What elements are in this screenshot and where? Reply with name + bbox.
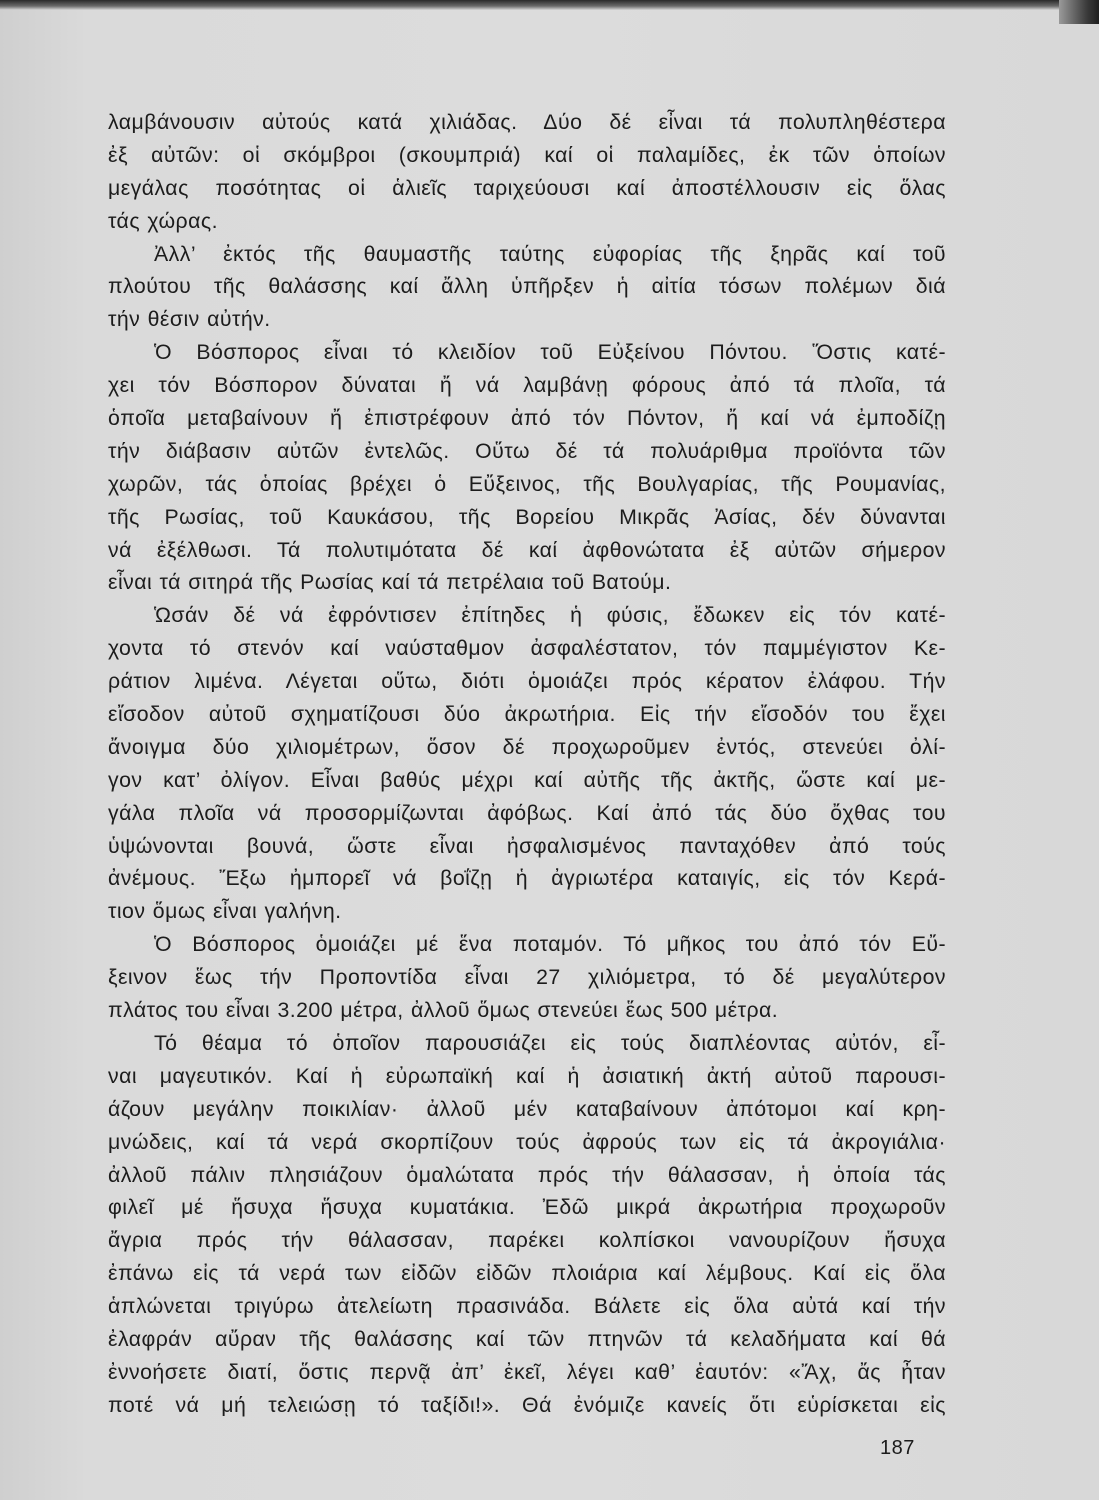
text-line: χει τόν Βόσπορον δύναται ἤ νά λαμβάνῃ φόρους ἀπό τά πλοῖα, τά: [108, 373, 946, 398]
scan-top-edge: [0, 0, 1099, 10]
text-line: ἄνοιγμα δύο χιλιομέτρων, ὅσον δέ προχωροῦμεν ἐντός, στενεύει ὀλί-: [108, 734, 946, 759]
text-line: χωρῶν, τάς ὁποίας βρέχει ὁ Εὔξεινος, τῆς Βουλγαρίας, τῆς Ρουμανίας,: [108, 471, 946, 496]
text-line: νά ἐξέλθωσι. Τά πολυτιμότατα δέ καί ἀφθονώτατα ἐξ αὐτῶν σήμερον: [108, 537, 946, 562]
text-line: ἄγρια πρός τήν θάλασσαν, παρέκει κολπίσκοι νανουρίζουν ἥσυχα: [108, 1228, 946, 1253]
text-line: χοντα τό στενόν καί ναύσταθμον ἀσφαλέστατον, τόν παμμέγιστον Κε-: [108, 636, 946, 661]
text-line: ἀλλοῦ πάλιν πλησιάζουν ὁμαλώτατα πρός τήν θάλασσαν, ἡ ὁποία τάς: [108, 1162, 946, 1187]
text-line: ξεινον ἕως τήν Προποντίδα εἶναι 27 χιλιόμετρα, τό δέ μεγαλύτερον: [108, 965, 946, 990]
text-line: τήν διάβασιν αὐτῶν ἐντελῶς. Οὕτω δέ τά πολυάριθμα προϊόντα τῶν: [108, 438, 946, 463]
text-line: γον κατ’ ὀλίγον. Εἶναι βαθύς μέχρι καί αὐτῆς τῆς ἀκτῆς, ὥστε καί με-: [108, 767, 946, 792]
scan-corner-shadow: [1059, 0, 1099, 24]
text-line: εἴσοδον αὐτοῦ σχηματίζουσι δύο ἀκρωτήρια. Εἰς τήν εἴσοδόν του ἔχει: [108, 702, 946, 727]
text-line: τάς χώρας.: [108, 208, 218, 233]
text-line: ναι μαγευτικόν. Καί ἡ εὐρωπαϊκή καί ἡ ἀσιατική ἀκτή αὐτοῦ παρουσι-: [108, 1063, 946, 1088]
text-line: ἀνέμους. Ἔξω ἠμπορεῖ νά βοΐζῃ ἡ ἀγριωτέρα καταιγίς, εἰς τόν Κερά-: [108, 866, 946, 891]
text-line: άζουν μεγάλην ποικιλίαν· ἀλλοῦ μέν καταβαίνουν ἀπότομοι καί κρη-: [108, 1096, 946, 1121]
text-line: ποτέ νά μή τελειώσῃ τό ταξίδι!». Θά ἐνόμιζε κανείς ὅτι εὑρίσκεται εἰς: [108, 1392, 946, 1417]
text-line: μνώδεις, καί τά νερά σκορπίζουν τούς ἀφρούς των εἰς τά ἀκρογιάλια·: [108, 1129, 946, 1154]
text-line: φιλεῖ μέ ἥσυχα ἥσυχα κυματάκια. Ἐδῶ μικρά ἀκρωτήρια προχωροῦν: [108, 1195, 946, 1220]
text-line: λαμβάνουσιν αὐτούς κατά χιλιάδας. Δύο δέ εἶναι τά πολυπληθέστερα: [108, 110, 946, 134]
text-line: γάλα πλοῖα νά προσορμίζωνται ἀφόβως. Καί ἀπό τάς δύο ὄχθας του: [108, 800, 946, 825]
text-line: ὁποῖα μεταβαίνουν ἤ ἐπιστρέφουν ἀπό τόν Πόντον, ἤ καί νά ἐμποδίζῃ: [108, 406, 946, 431]
text-line: εἶναι τά σιτηρά τῆς Ρωσίας καί τά πετρέλαια τοῦ Βατούμ.: [108, 570, 672, 595]
text-line: ὑψώνονται βουνά, ὥστε εἶναι ἠσφαλισμένος πανταχόθεν ἀπό τούς: [108, 833, 946, 858]
text-line: τῆς Ρωσίας, τοῦ Καυκάσου, τῆς Βορείου Μικρᾶς Ἀσίας, δέν δύνανται: [108, 504, 946, 529]
text-line: τιον ὅμως εἶναι γαλήνη.: [108, 899, 342, 924]
page-number: 187: [880, 1437, 915, 1459]
text-line: πλούτου τῆς θαλάσσης καί ἄλλη ὑπῆρξεν ἡ αἰτία τόσων πολέμων διά: [108, 274, 946, 299]
text-line: ἁπλώνεται τριγύρω ἀτελείωτη πρασινάδα. Βάλετε εἰς ὅλα αὐτά καί τήν: [108, 1294, 946, 1319]
text-line: πλάτος του εἶναι 3.200 μέτρα, ἀλλοῦ ὅμως στενεύει ἕως 500 μέτρα.: [108, 998, 779, 1023]
text-line: Τό θέαμα τό ὁποῖον παρουσιάζει εἰς τούς διαπλέοντας αὐτόν, εἶ-: [154, 1030, 946, 1055]
text-line: ἐννοήσετε διατί, ὅστις περνᾷ ἀπ’ ἐκεῖ, λέγει καθ’ ἑαυτόν: «Ἄχ, ἄς ἦταν: [108, 1359, 946, 1384]
text-line: ράτιον λιμένα. Λέγεται οὕτω, διότι ὁμοιάζει πρός κέρατον ἐλάφου. Τήν: [108, 669, 946, 694]
text-line: ἐξ αὐτῶν: οἱ σκόμβροι (σκουμπριά) καί οἱ παλαμίδες, ἐκ τῶν ὁποίων: [108, 142, 946, 167]
text-line: Ὡσάν δέ νά ἐφρόντισεν ἐπίτηδες ἡ φύσις, ἔδωκεν εἰς τόν κατέ-: [154, 603, 946, 628]
text-line: τήν θέσιν αὐτήν.: [108, 307, 271, 332]
text-line: ἐπάνω εἰς τά νερά των εἰδῶν εἰδῶν πλοιάρια καί λέμβους. Καί εἰς ὅλα: [108, 1261, 946, 1286]
text-line: Ἀλλ’ ἐκτός τῆς θαυμαστῆς ταύτης εὐφορίας τῆς ξηρᾶς καί τοῦ: [154, 241, 946, 266]
text-line: ἐλαφράν αὔραν τῆς θαλάσσης καί τῶν πτηνῶν τά κελαδήματα καί θά: [108, 1326, 946, 1351]
text-line: μεγάλας ποσότητας οἱ ἁλιεῖς ταριχεύουσι καί ἀποστέλλουσιν εἰς ὅλας: [108, 175, 946, 200]
body-text: [108, 106, 946, 1422]
text-line: Ὁ Βόσπορος εἶναι τό κλειδίον τοῦ Εὐξείνου Πόντου. Ὅστις κατέ-: [154, 340, 946, 365]
text-line: Ὁ Βόσπορος ὁμοιάζει μέ ἕνα ποταμόν. Τό μῆκος του ἀπό τόν Εὔ-: [154, 932, 946, 957]
